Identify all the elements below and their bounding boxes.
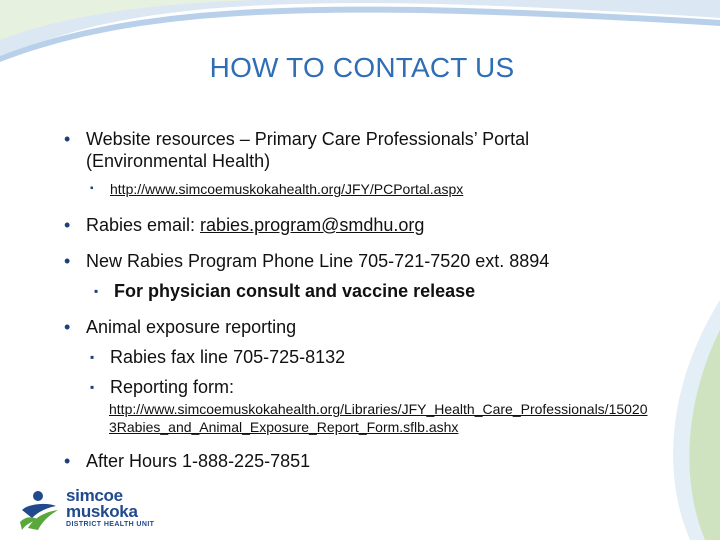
bullet-text: Website resources – Primary Care Professionals’ Portal (Environmental Health): [86, 129, 530, 171]
sub-fax-line: [90, 346, 345, 368]
bullet-rabies-email: [64, 214, 646, 236]
sub-portal-url: [90, 180, 463, 198]
portal-link[interactable]: http://www.simcoemuskokahealth.org/JFY/PCPortal.aspx: [110, 181, 464, 197]
bullet-icon: •: [64, 451, 71, 471]
bullet-phone-line: [64, 250, 646, 272]
bullet-text: Animal exposure reporting: [86, 317, 297, 337]
logo-line-3: DISTRICT HEALTH UNIT: [66, 521, 155, 528]
physician-consult-text: For physician consult and vaccine release: [114, 281, 476, 301]
square-bullet-icon: ▪: [94, 284, 99, 298]
square-bullet-icon: ▪: [90, 380, 95, 394]
rabies-email-link[interactable]: rabies.program@smdhu.org: [200, 215, 425, 235]
sub-physician-consult: [94, 280, 475, 302]
bullet-text: New Rabies Program Phone Line 705-721-7520 ext. 8894: [86, 251, 550, 271]
bullet-icon: •: [64, 215, 71, 235]
bullet-text: After Hours 1-888-225-7851: [86, 451, 311, 471]
logo-line-1: simcoe: [66, 486, 123, 505]
email-prefix: Rabies email:: [86, 215, 201, 235]
bullet-website-resources: [64, 128, 646, 172]
sub-reporting-form: [90, 376, 234, 398]
report-form-link[interactable]: http://www.simcoemuskokahealth.org/Libraries/JFY_Health_Care_Professionals/150203Rabies_and_Animal_Exposure_Report_Form.sflb.ashx: [109, 401, 648, 435]
square-bullet-icon: ▪: [90, 183, 94, 194]
fax-line-text: Rabies fax line 705-725-8132: [110, 347, 346, 367]
bullet-text-wrap: [86, 214, 646, 236]
slide-title: HOW TO CONTACT US: [209, 52, 515, 83]
bullet-animal-exposure: [64, 316, 646, 338]
square-bullet-icon: ▪: [90, 350, 95, 364]
reporting-form-text: Reporting form:: [110, 377, 235, 397]
logo-line-2: muskoka: [66, 502, 138, 521]
form-url-block: [109, 400, 654, 436]
bullet-icon: •: [64, 317, 71, 337]
bullet-after-hours: [64, 450, 646, 472]
bullet-icon: •: [64, 129, 71, 149]
bullet-icon: •: [64, 251, 71, 271]
